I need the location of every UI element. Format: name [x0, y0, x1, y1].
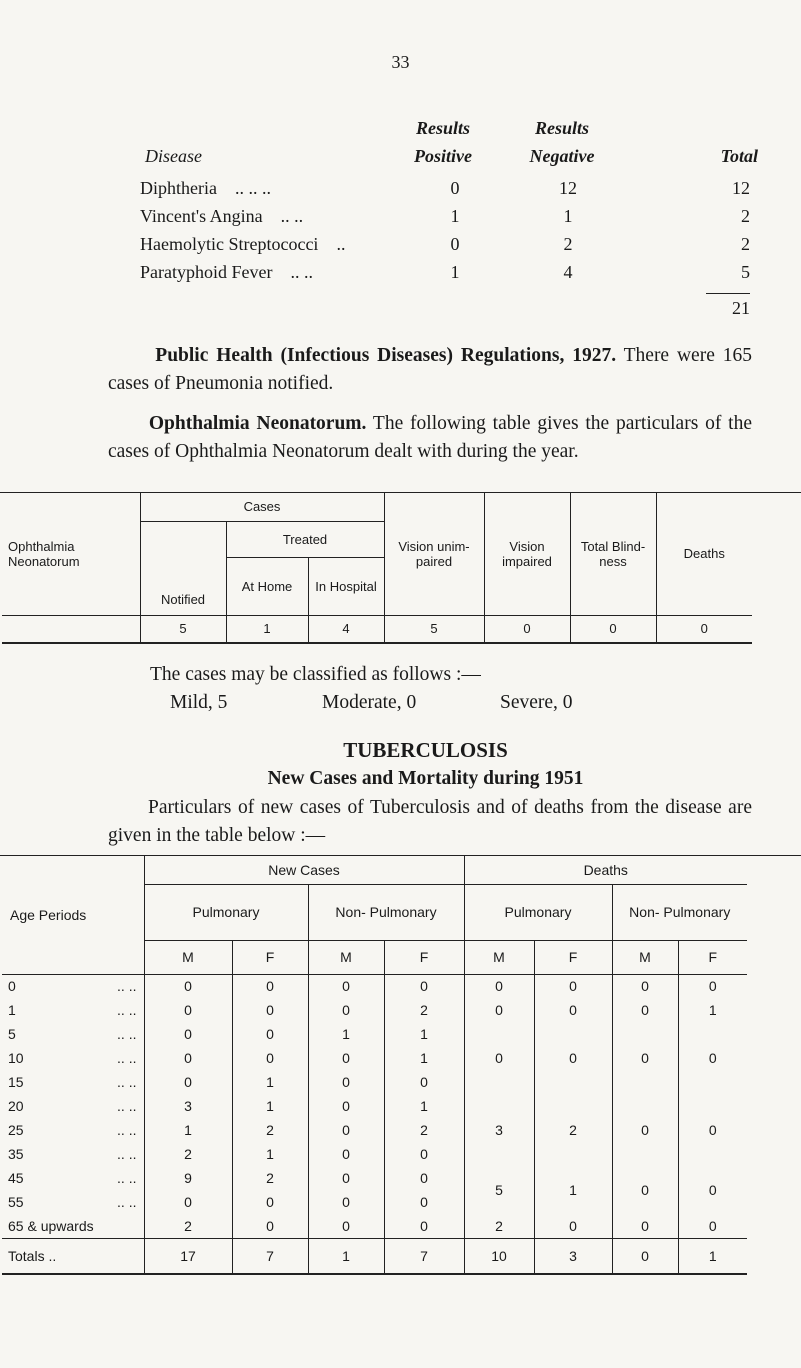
classified-intro: The cases may be classified as follows :—: [150, 664, 481, 685]
new-case-nc-pm: 0: [144, 974, 232, 998]
new-case-nc-pm: 0: [144, 1022, 232, 1046]
total-rule: [706, 293, 750, 294]
death-nf: 1: [678, 998, 747, 1022]
death-pf: 1: [534, 1166, 612, 1214]
unimpaired-value: 5: [384, 615, 484, 643]
new-case-nc-nf: 2: [384, 1118, 464, 1142]
total-value: 12: [732, 178, 750, 198]
death-nm: 0: [612, 1214, 678, 1238]
death-nm: 0: [612, 974, 678, 998]
new-case-nc-pm: 0: [144, 1190, 232, 1214]
tuberculosis-subtitle: New Cases and Mortality during 1951: [267, 768, 584, 789]
new-case-nc-pf: 2: [232, 1118, 308, 1142]
deaths-value: 0: [656, 615, 752, 643]
new-case-nc-nf: 0: [384, 1214, 464, 1238]
new-case-nc-nm: 0: [308, 1190, 384, 1214]
total-d-nm: 0: [612, 1238, 678, 1274]
death-nm: 0: [612, 998, 678, 1022]
new-case-nc-nf: 0: [384, 1070, 464, 1094]
total-nc-nm: 1: [308, 1238, 384, 1274]
disease-row: [140, 262, 750, 290]
leader-dots: .. ..: [117, 1026, 137, 1042]
positive-value: 0: [450, 234, 460, 254]
age-period: 5 .. ..: [2, 1022, 144, 1046]
in-hospital-value: 4: [308, 615, 384, 643]
new-case-nc-pm: 9: [144, 1166, 232, 1190]
positive-value: 1: [450, 206, 460, 226]
new-case-nc-nm: 0: [308, 1214, 384, 1238]
total-nc-pf: 7: [232, 1238, 308, 1274]
notified-value: 5: [140, 615, 226, 643]
death-pm: 3: [464, 1094, 534, 1166]
disease-header: Disease: [145, 146, 202, 166]
death-pf: 0: [534, 1022, 612, 1094]
table-row: [2, 1094, 747, 1118]
new-case-nc-nf: 1: [384, 1022, 464, 1046]
total-nc-nf: 7: [384, 1238, 464, 1274]
new-case-nc-nm: 0: [308, 998, 384, 1022]
ophthalmia-text: The following table gives the particulars of the cases of Ophthalmia Neonatorum dealt with during the year.: [108, 413, 752, 462]
m-header: M: [144, 940, 232, 974]
total-blindness-header: Total Blind- ness: [570, 493, 656, 615]
new-case-nc-nf: 0: [384, 974, 464, 998]
new-case-nc-pf: 1: [232, 1142, 308, 1166]
total-nc-pm: 17: [144, 1238, 232, 1274]
new-case-nc-nm: 0: [308, 1166, 384, 1190]
deaths-header: Deaths: [464, 856, 747, 884]
age-period: 0 .. ..: [2, 974, 144, 998]
death-pf: 0: [534, 1214, 612, 1238]
impaired-value: 0: [484, 615, 570, 643]
death-pm: 0: [464, 998, 534, 1022]
death-pm: 0: [464, 974, 534, 998]
age-period: 35 .. ..: [2, 1142, 144, 1166]
ophthalmia-row-label: Ophthalmia Neonatorum: [8, 538, 80, 569]
new-case-nc-pm: 3: [144, 1094, 232, 1118]
leader-dots: .. ..: [117, 1194, 137, 1210]
total-value: 2: [741, 206, 750, 226]
death-nm: 0: [612, 1022, 678, 1094]
leader-dots: .. ..: [117, 1074, 137, 1090]
totals-dots: ..: [48, 1247, 57, 1264]
disease-row: [140, 234, 750, 262]
new-case-nc-pf: 2: [232, 1166, 308, 1190]
table-row: [2, 974, 747, 998]
nc-non-pulmonary-header: Non- Pulmonary: [308, 884, 464, 940]
disease-name: Paratyphoid Fever: [140, 262, 273, 282]
death-nf: 0: [678, 1214, 747, 1238]
in-hospital-header: In Hospital: [308, 557, 384, 615]
disease-row: [140, 178, 750, 206]
death-pf: 0: [534, 998, 612, 1022]
new-case-nc-pm: 1: [144, 1118, 232, 1142]
new-case-nc-pm: 0: [144, 1046, 232, 1070]
leader-dots: .. ..: [117, 1122, 137, 1138]
d-non-pulmonary-header: Non- Pulmonary: [612, 884, 747, 940]
death-pm: 5: [464, 1166, 534, 1214]
nc-pulmonary-header: Pulmonary: [144, 884, 308, 940]
totals-label: Totals: [8, 1247, 45, 1264]
vision-impaired-header: Vision impaired: [484, 493, 570, 615]
public-health-paragraph: [108, 342, 752, 398]
d-pulmonary-header: Pulmonary: [464, 884, 612, 940]
negative-value: 2: [563, 234, 573, 254]
leader-dots: .. ..: [117, 1050, 137, 1066]
negative-value: 1: [563, 206, 573, 226]
public-health-heading: Public Health (Infectious Diseases) Regulations, 1927.: [155, 345, 617, 366]
death-nm: 0: [612, 1166, 678, 1214]
age-period: 25 .. ..: [2, 1118, 144, 1142]
new-case-nc-pf: 0: [232, 1190, 308, 1214]
disease-name: Haemolytic Streptococci: [140, 234, 319, 254]
new-cases-header: New Cases: [144, 856, 464, 884]
total-d-pm: 10: [464, 1238, 534, 1274]
new-case-nc-nf: 1: [384, 1046, 464, 1070]
cases-header: Cases: [140, 493, 384, 521]
new-case-nc-pf: 0: [232, 1214, 308, 1238]
new-case-nc-pm: 2: [144, 1142, 232, 1166]
disease-row: [140, 206, 750, 234]
leader-dots: .. .. ..: [234, 178, 271, 198]
new-case-nc-pf: 0: [232, 974, 308, 998]
age-period: 20 .. ..: [2, 1094, 144, 1118]
new-case-nc-pf: 1: [232, 1070, 308, 1094]
positive-value: 0: [450, 178, 460, 198]
page-number: 33: [391, 52, 410, 72]
leader-dots: .. ..: [117, 1002, 137, 1018]
at-home-header: At Home: [226, 557, 308, 615]
new-case-nc-nf: 2: [384, 998, 464, 1022]
new-case-nc-pf: 0: [232, 1022, 308, 1046]
deaths-header: Deaths: [656, 493, 752, 615]
age-period: 10 .. ..: [2, 1046, 144, 1070]
table-row: [2, 1022, 747, 1046]
new-case-nc-nm: 0: [308, 974, 384, 998]
death-nf: 0: [678, 1166, 747, 1214]
age-periods-header: Age Periods: [10, 906, 87, 923]
m-header: M: [308, 940, 384, 974]
new-case-nc-nm: 0: [308, 1094, 384, 1118]
new-case-nc-nf: 0: [384, 1166, 464, 1190]
total-value: 2: [741, 234, 750, 254]
new-case-nc-nm: 1: [308, 1022, 384, 1046]
total-value: 5: [741, 262, 750, 282]
ophthalmia-table: [2, 493, 752, 644]
new-case-nc-pf: 0: [232, 1046, 308, 1070]
f-header: F: [384, 940, 464, 974]
tuberculosis-table: [2, 856, 747, 1275]
age-period: 45 .. ..: [2, 1166, 144, 1190]
f-header: F: [534, 940, 612, 974]
leader-dots: .. ..: [117, 978, 137, 995]
positive-value: 1: [450, 262, 460, 282]
grand-total: 21: [732, 298, 750, 318]
leader-dots: .. ..: [290, 262, 313, 282]
new-case-nc-nm: 0: [308, 1142, 384, 1166]
blindness-value: 0: [570, 615, 656, 643]
death-pf: 2: [534, 1094, 612, 1166]
ophthalmia-heading: Ophthalmia Neonatorum.: [148, 413, 367, 434]
death-pf: 0: [534, 974, 612, 998]
new-case-nc-pm: 0: [144, 1070, 232, 1094]
leader-dots: ..: [336, 234, 346, 254]
tuberculosis-title: TUBERCULOSIS: [343, 738, 508, 762]
positive-header-line1: Results: [415, 118, 471, 138]
negative-value: 12: [559, 178, 577, 198]
f-header: F: [678, 940, 747, 974]
negative-header-line1: Results: [534, 118, 590, 138]
death-pm: 0: [464, 1022, 534, 1094]
age-period: 65 & upwards: [8, 1217, 94, 1234]
m-header: M: [464, 940, 534, 974]
vision-unimpaired-header: Vision unim- paired: [384, 493, 484, 615]
table-row: [2, 998, 747, 1022]
new-case-nc-nm: 0: [308, 1046, 384, 1070]
new-case-nc-pm: 2: [144, 1214, 232, 1238]
notified-header: Notified: [140, 521, 226, 615]
new-case-nc-pf: 0: [232, 998, 308, 1022]
death-nm: 0: [612, 1094, 678, 1166]
death-nf: 0: [678, 1094, 747, 1166]
new-case-nc-nf: 0: [384, 1190, 464, 1214]
age-period: 55 .. ..: [2, 1190, 144, 1214]
table-row: [2, 1166, 747, 1190]
total-d-pf: 3: [534, 1238, 612, 1274]
new-case-nc-nf: 1: [384, 1094, 464, 1118]
age-period: 1 .. ..: [2, 998, 144, 1022]
public-health-text: There were 165 cases of Pneumonia notified.: [108, 345, 752, 394]
death-nf: 0: [678, 1022, 747, 1094]
disease-name: Vincent's Angina: [140, 206, 263, 226]
new-case-nc-nf: 0: [384, 1142, 464, 1166]
severe-count: Severe, 0: [500, 692, 573, 713]
negative-value: 4: [563, 262, 573, 282]
new-case-nc-pf: 1: [232, 1094, 308, 1118]
total-d-nf: 1: [678, 1238, 747, 1274]
tuberculosis-intro: Particulars of new cases of Tuberculosis and of deaths from the disease are given in the table below :—: [108, 797, 752, 846]
treated-header: Treated: [226, 521, 384, 557]
positive-header-line2: Positive: [414, 146, 472, 166]
f-header: F: [232, 940, 308, 974]
leader-dots: .. ..: [280, 206, 304, 226]
disease-name: Diphtheria: [140, 178, 217, 198]
ophthalmia-paragraph: [108, 410, 752, 466]
mild-count: Mild, 5: [170, 692, 228, 713]
death-pm: 2: [464, 1214, 534, 1238]
new-case-nc-pm: 0: [144, 998, 232, 1022]
at-home-value: 1: [226, 615, 308, 643]
death-nf: 0: [678, 974, 747, 998]
new-case-nc-nm: 0: [308, 1118, 384, 1142]
m-header: M: [612, 940, 678, 974]
leader-dots: .. ..: [117, 1146, 137, 1162]
moderate-count: Moderate, 0: [322, 692, 417, 713]
leader-dots: .. ..: [117, 1170, 137, 1186]
new-case-nc-nm: 0: [308, 1070, 384, 1094]
leader-dots: .. ..: [117, 1098, 137, 1114]
total-header: Total: [720, 146, 758, 166]
age-period: 15 .. ..: [2, 1070, 144, 1094]
negative-header-line2: Negative: [529, 146, 595, 166]
table-row: [2, 1214, 747, 1238]
